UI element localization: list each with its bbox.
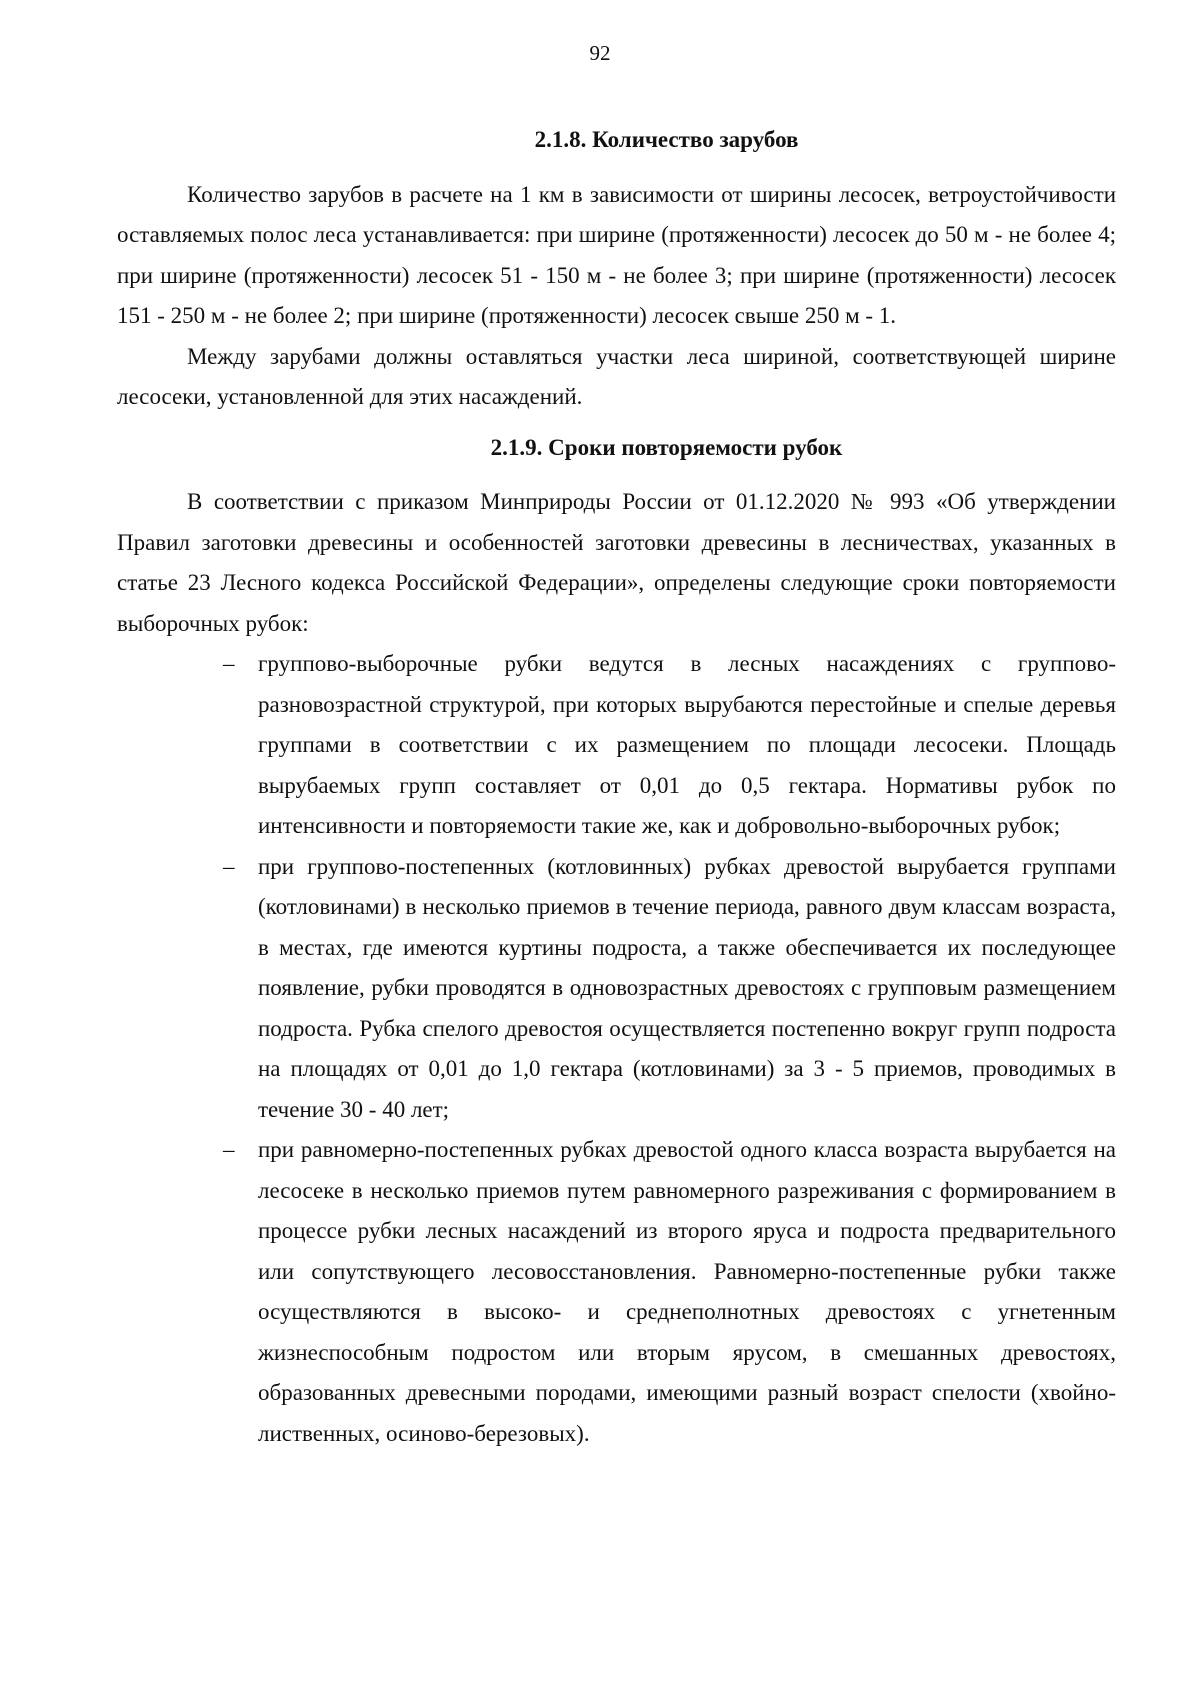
spacer [117,468,1116,482]
list-item-uniform-gradual [223,1130,1116,1454]
spacer [117,161,1116,175]
dash-bullet: – [223,1137,235,1162]
paragraph-order-reference: В соответствии с приказом Минприроды России от 01.12.2020 № 993 «Об утверждении Правил заготовки древесины и особенностей заготовки древесины в лесничествах, указанных в статье 23 Лесного кодекса Российской Федерации», определены следующие сроки повторяемости выборочных рубок: [117,489,1116,636]
list-item-group-gradual [223,847,1116,1131]
list-item-group-selective [223,644,1116,847]
page-content [117,120,1116,1454]
felling-types-list [117,644,1116,1454]
dash-bullet: – [223,853,235,879]
page-number: 92 [589,41,611,65]
list-item-text: групповo-выборочные рубки ведутся в лесных насаждениях с группово-разновозрастной структурой, при которых вырубаются перестойные и спелые деревья группами в соответствии с их размещением по площади лесосеки. Площадь вырубаемых групп составляет от 0,01 до 0,5 гектара. Нормативы рубок по интенсивности и повторяемости такие же, как и добровольно-выборочных рубок; [258,651,1116,838]
paragraph-zarub-count: Количество зарубов в расчете на 1 км в зависимости от ширины лесосек, ветроустойчивости оставляемых полос леса устанавливается: при ширине (протяженности) лесосек до 50 м - не более 4; при ширине (протяженности) лесосек 51 - 150 м - не более 3; при ширине (протяженности) лесосек 151 - 250 м - не более 2; при ширине (протяженности) лесосек свыше 250 м - 1. [117,181,1116,328]
list-item-text: при равномерно-постепенных рубках древостой одного класса возраста вырубается на лесосеке в несколько приемов путем равномерного разреживания с формированием в процессе рубки лесных насаждений из второго яруса и подроста предварительного или сопутствующего лесовосстановления. Равномерно-постепенные рубки также осуществляются в высоко- и среднеполнотных древостоях с угнетенным жизнеспособным подростом или вторым ярусом, в смешанных древостоях, образованных древесными породами, имеющими разный возраст спелости (хвойно-лиственных, осиново-березовых). [258,1137,1116,1446]
list-item-text: при группово-постепенных (котловинных) рубках древостой вырубается группами (котловинами) в несколько приемов в течение периода, равного двум классам возраста, в местах, где имеются куртины подроста, а также обеспечивается их последующее появление, рубки проводятся в одновозрастных древостоях с групповым размещением подроста. Рубка спелого древостоя осуществляется постепенно вокруг групп подроста на площадях от 0,01 до 1,0 гектара (котловинами) за 3 - 5 приемов, проводимых в течение 30 - 40 лет; [258,853,1116,1122]
section-title-felling-periods: 2.1.9. Сроки повторяемости рубок [490,434,843,460]
paragraph-between-zarubs: Между зарубами должны оставляться участки леса шириной, соответствующей ширине лесосеки, установленной для этих насаждений. [117,343,1116,409]
spacer [117,418,1116,428]
section-title-zarub-count: 2.1.8. Количество зарубов [534,127,799,152]
dash-bullet: – [223,651,235,676]
